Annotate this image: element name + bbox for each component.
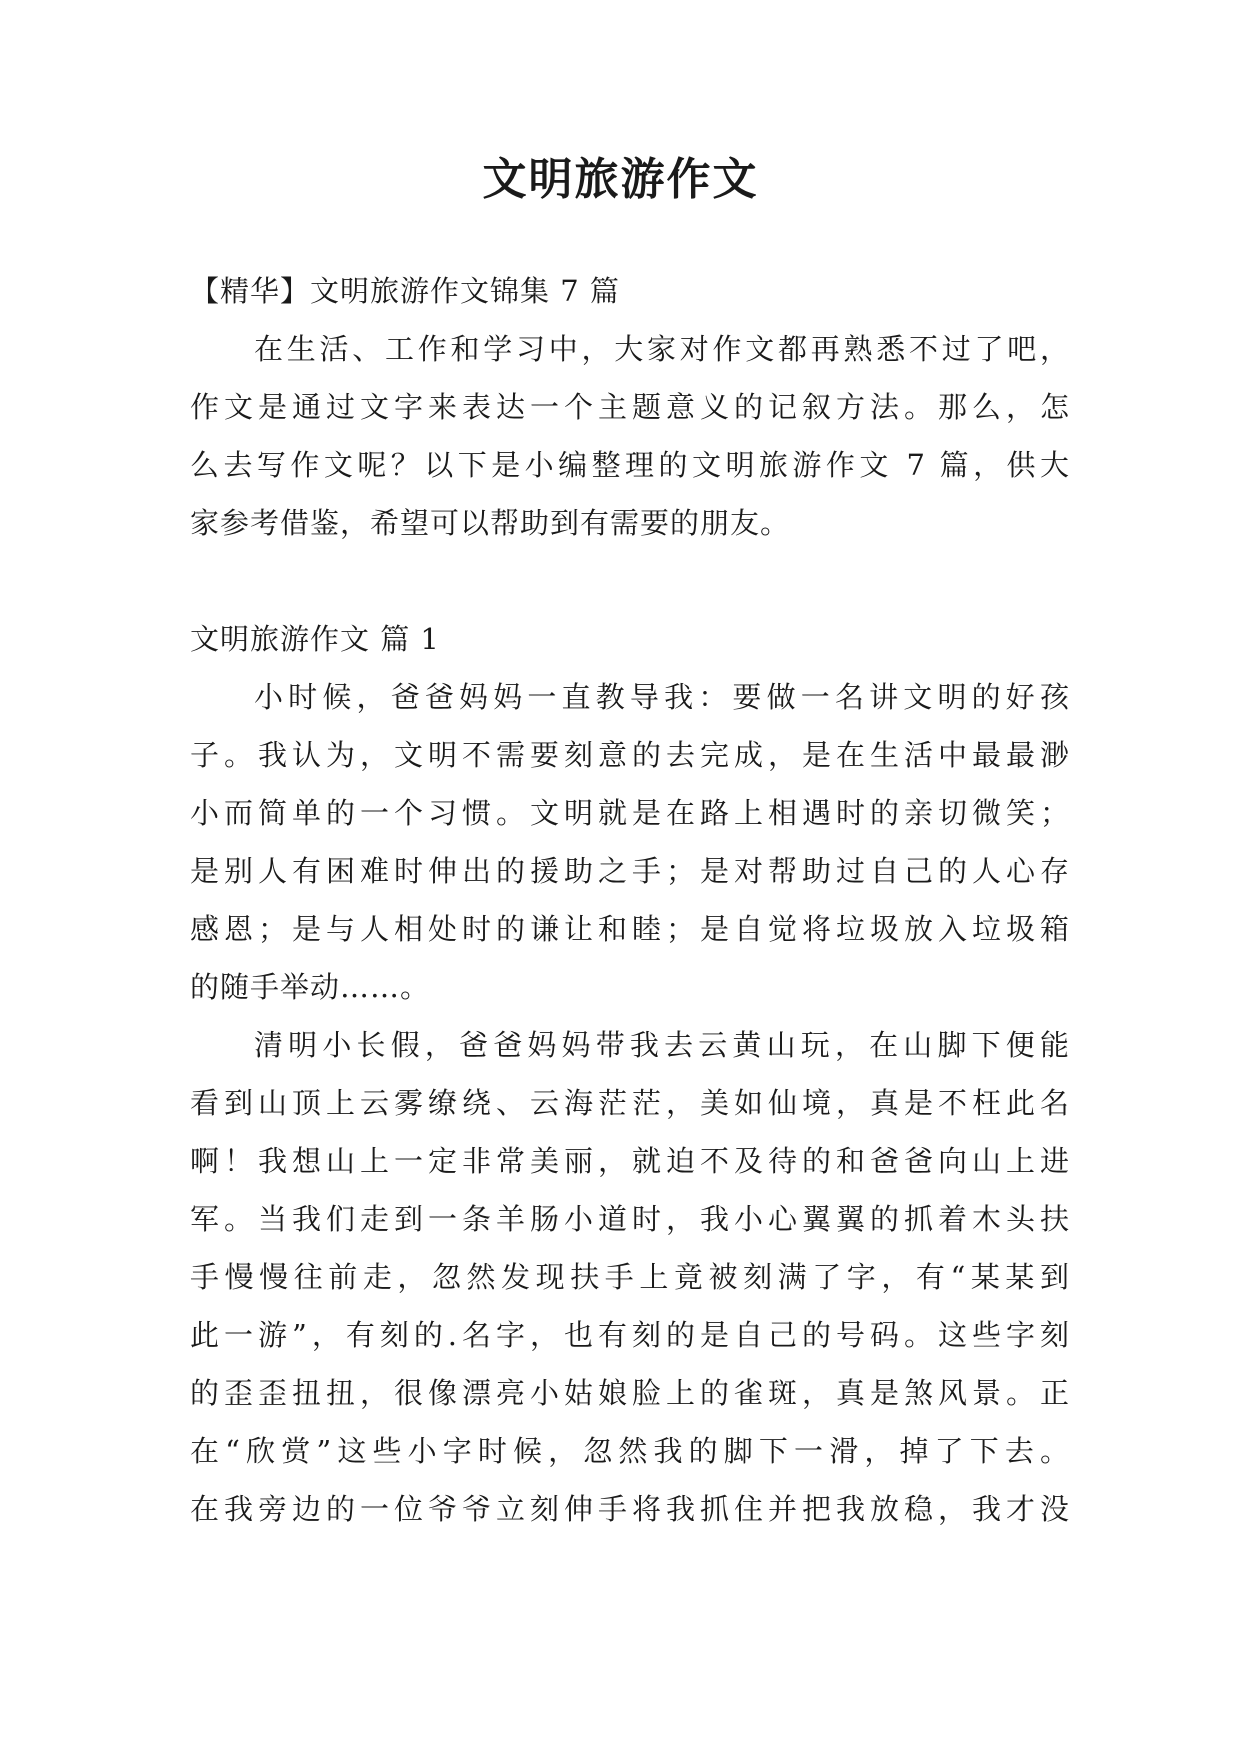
subtitle: 【精华】文明旅游作文锦集 7 篇 xyxy=(190,274,620,308)
para-2-line-4: 军。当我们走到一条羊肠小道时，我小心翼翼的抓着木头扶 xyxy=(190,1202,1070,1236)
para-1-line-5: 感恩；是与人相处时的谦让和睦；是自觉将垃圾放入垃圾箱 xyxy=(190,912,1070,946)
para-2-line-9: 在我旁边的一位爷爷立刻伸手将我抓住并把我放稳，我才没 xyxy=(190,1492,1070,1526)
intro-line-4: 家参考借鉴，希望可以帮助到有需要的朋友。 xyxy=(190,506,791,540)
document-title: 文明旅游作文 xyxy=(482,154,759,205)
section-1-heading: 文明旅游作文 篇 1 xyxy=(190,622,440,656)
intro-line-2: 作文是通过文字来表达一个主题意义的记叙方法。那么，怎 xyxy=(190,390,1070,424)
para-1-line-2: 子。我认为，文明不需要刻意的去完成，是在生活中最最渺 xyxy=(190,738,1070,772)
para-2-line-1: 清明小长假，爸爸妈妈带我去云黄山玩，在山脚下便能 xyxy=(254,1028,1070,1062)
para-2-line-6: 此一游”，有刻的.名字，也有刻的是自己的号码。这些字刻 xyxy=(190,1318,1070,1352)
para-2-line-5: 手慢慢往前走，忽然发现扶手上竟被刻满了字，有“某某到 xyxy=(190,1260,1070,1294)
document-body xyxy=(190,262,1070,1538)
para-2-line-7: 的歪歪扭扭，很像漂亮小姑娘脸上的雀斑，真是煞风景。正 xyxy=(190,1376,1070,1410)
para-1-line-4: 是别人有困难时伸出的援助之手；是对帮助过自己的人心存 xyxy=(190,854,1070,888)
para-2-line-2: 看到山顶上云雾缭绕、云海茫茫，美如仙境，真是不枉此名 xyxy=(190,1086,1070,1120)
para-1-line-6: 的随手举动……。 xyxy=(190,970,431,1004)
para-1-line-1: 小时候，爸爸妈妈一直教导我：要做一名讲文明的好孩 xyxy=(254,680,1070,714)
intro-line-1: 在生活、工作和学习中，大家对作文都再熟悉不过了吧， xyxy=(254,332,1070,366)
section-gap xyxy=(190,552,1070,610)
para-2-line-8: 在“欣赏”这些小字时候，忽然我的脚下一滑，掉了下去。 xyxy=(190,1434,1070,1468)
para-1-line-3: 小而简单的一个习惯。文明就是在路上相遇时的亲切微笑； xyxy=(190,796,1070,830)
para-2-line-3: 啊！我想山上一定非常美丽，就迫不及待的和爸爸向山上进 xyxy=(190,1144,1070,1178)
intro-line-3: 么去写作文呢？以下是小编整理的文明旅游作文 7 篇，供大 xyxy=(190,448,1070,482)
